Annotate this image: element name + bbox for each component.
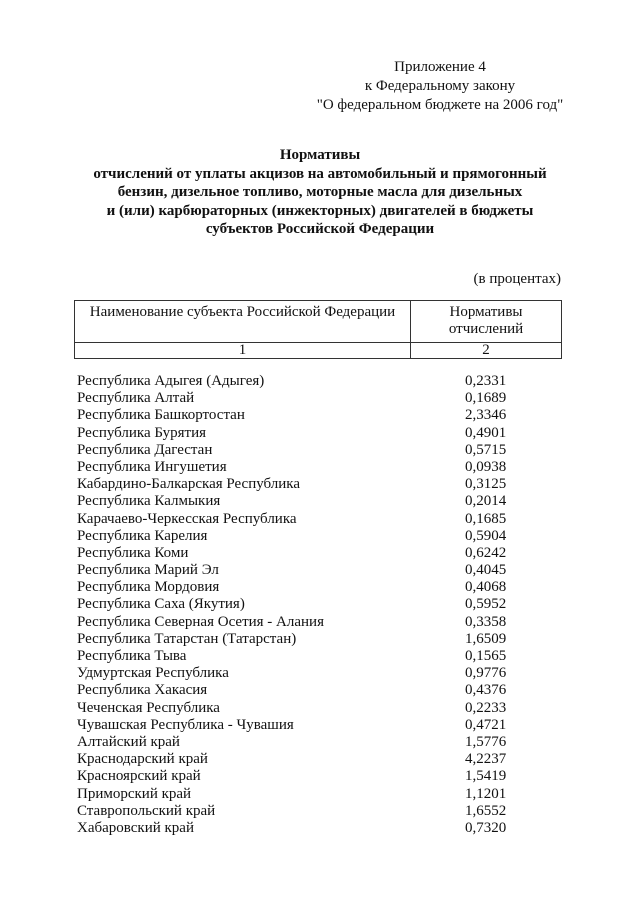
header-normatives [411, 301, 562, 343]
subject-name: Республика Ингушетия [77, 458, 227, 475]
subject-name: Республика Марий Эл [77, 562, 219, 579]
subject-name: Республика Бурятия [77, 424, 207, 441]
subject-name: Республика Алтай [77, 390, 195, 407]
subject-name: Республика Мордовия [77, 579, 220, 596]
subject-name: Краснодарский край [77, 751, 208, 768]
subject-name: Хабаровский край [77, 819, 194, 836]
appendix-line: "О федеральном бюджете на 2006 год" [316, 97, 564, 113]
table-row [77, 682, 557, 699]
subject-name: Республика Калмыкия [77, 493, 221, 510]
subject-name: Кабардино-Балкарская Республика [77, 476, 301, 493]
normative-value: 0,3125 [465, 476, 507, 493]
column-number-2: 2 [411, 343, 562, 359]
table-row [77, 493, 557, 510]
subject-name: Приморский край [77, 785, 192, 802]
normative-value: 1,1201 [465, 785, 507, 802]
subject-name: Республика Северная Осетия - Алания [77, 613, 324, 630]
appendix-line: к Федеральному закону [364, 78, 516, 94]
table-row [77, 390, 557, 407]
normative-value: 0,4068 [465, 579, 507, 596]
normative-value: 0,4901 [465, 424, 507, 441]
normative-value: 1,5419 [465, 768, 507, 785]
table-row [77, 373, 557, 390]
normative-value: 2,3346 [465, 407, 507, 424]
table-row [77, 700, 557, 717]
normative-value: 0,4376 [465, 682, 507, 699]
subject-name: Республика Дагестан [77, 441, 213, 458]
normative-value: 0,4045 [465, 562, 507, 579]
normative-value: 0,2331 [465, 373, 507, 389]
table-row [77, 820, 557, 837]
appendix-reference [300, 58, 580, 115]
title-line: бензин, дизельное топливо, моторные масла для дизельных [117, 184, 523, 200]
subject-name: Чеченская Республика [77, 699, 220, 716]
document-title [40, 146, 600, 239]
table-row [77, 786, 557, 803]
normative-value: 0,1689 [465, 390, 507, 407]
table-row [77, 803, 557, 820]
subject-name: Красноярский край [77, 768, 201, 785]
table-row [77, 476, 557, 493]
table-row [77, 425, 557, 442]
table-row [77, 717, 557, 734]
header-normatives-line: отчислений [448, 321, 524, 337]
normative-value: 0,3358 [465, 613, 507, 630]
table-row [77, 511, 557, 528]
table-row [77, 596, 557, 613]
subject-name: Республика Коми [77, 544, 189, 561]
subject-name: Алтайский край [77, 733, 180, 750]
subject-name: Удмуртская Республика [77, 665, 229, 682]
normative-value: 1,6509 [465, 630, 507, 647]
table-row [77, 562, 557, 579]
table-row [77, 459, 557, 476]
normative-value: 0,2233 [465, 699, 507, 716]
normative-value: 0,5904 [465, 527, 507, 544]
normative-value: 0,1685 [465, 510, 507, 527]
normative-value: 0,1565 [465, 648, 507, 664]
subject-name: Ставропольский край [77, 802, 216, 819]
table-body [77, 373, 557, 837]
title-line: Нормативы [279, 147, 361, 163]
normative-value: 0,6242 [465, 544, 507, 561]
table-row [77, 751, 557, 768]
normative-value: 0,5952 [465, 596, 507, 613]
normative-value: 0,2014 [465, 493, 507, 510]
normative-value: 1,6552 [465, 802, 507, 819]
header-subject-name: Наименование субъекта Российской Федерации [75, 301, 411, 343]
table-row [77, 648, 557, 665]
subject-name: Карачаево-Черкесская Республика [77, 510, 297, 527]
normative-value: 0,5715 [465, 441, 507, 458]
table-row [77, 768, 557, 785]
appendix-line: Приложение 4 [394, 59, 486, 75]
units-note: (в процентах) [473, 271, 561, 287]
table-row [77, 528, 557, 545]
table-row [77, 442, 557, 459]
subject-name: Республика Башкортостан [77, 407, 245, 424]
table-header [74, 300, 562, 359]
subject-name: Республика Тыва [77, 648, 187, 664]
subject-name: Республика Адыгея (Адыгея) [77, 373, 265, 389]
table-row [77, 579, 557, 596]
title-line: и (или) карбюраторных (инжекторных) двигателей в бюджеты [106, 202, 534, 219]
title-line: субъектов Российской Федерации [205, 221, 435, 237]
table-row [77, 665, 557, 682]
normative-value: 1,5776 [465, 733, 507, 750]
normative-value: 0,0938 [465, 458, 507, 475]
normative-value: 0,4721 [465, 716, 507, 733]
normative-value: 0,9776 [465, 665, 507, 682]
table-row [77, 407, 557, 424]
table-row [77, 545, 557, 562]
table-row [77, 734, 557, 751]
subject-name: Чувашская Республика - Чувашия [77, 716, 294, 733]
subject-name: Республика Карелия [77, 527, 208, 544]
subject-name: Республика Татарстан (Татарстан) [77, 630, 297, 647]
table-row [77, 631, 557, 648]
subject-name: Республика Саха (Якутия) [77, 596, 245, 613]
header-normatives-line: Нормативы [449, 304, 523, 320]
column-number-1: 1 [75, 343, 411, 359]
subject-name: Республика Хакасия [77, 682, 208, 699]
normative-value: 4,2237 [465, 751, 507, 768]
title-line: отчислений от уплаты акцизов на автомобильный и прямогонный [93, 165, 547, 182]
normative-value: 0,7320 [465, 819, 507, 836]
table-row [77, 614, 557, 631]
